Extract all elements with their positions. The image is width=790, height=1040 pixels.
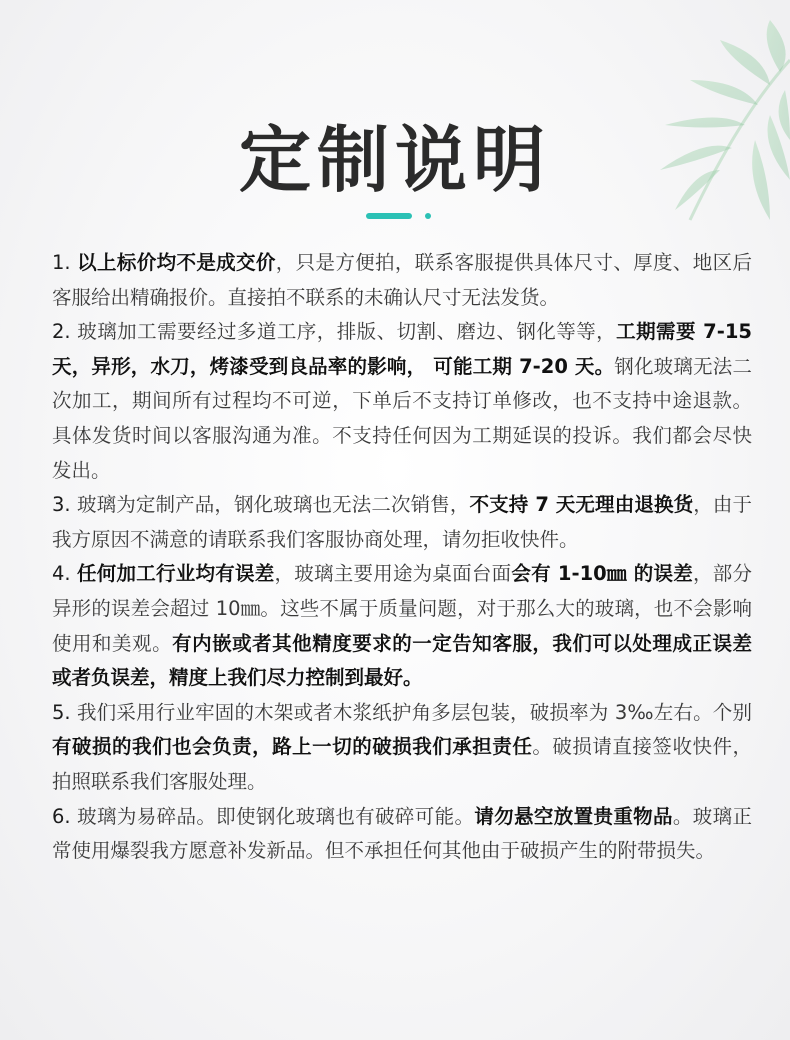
- body-text: 钢化玻璃无法二次加工，期间所有过程均不可逆，下单后不支持订单修改，也不支持中途退款。具体发货时间以客服沟通为准。不支持任何因为工期延误的投诉。我们都会尽快发出。: [52, 354, 752, 482]
- body-text: 玻璃为易碎品。即使钢化玻璃也有破碎可能。: [77, 804, 475, 828]
- paragraph-number: 2.: [52, 320, 78, 344]
- emphasis-text: 任何加工行业均有误差: [77, 562, 275, 586]
- body-text: ，部分异形的误差会超过 10㎜。这些不属于质量问题，对于那么大的玻璃，也不会影响使用和美观。: [52, 562, 752, 655]
- body-text: 玻璃加工需要经过多道工序，排版、切割、磨边、钢化等等，: [77, 320, 617, 344]
- page-title: 定制说明: [238, 118, 551, 202]
- title-accent-dot: [425, 213, 431, 219]
- notice-paragraph: [52, 488, 752, 557]
- notice-content: [52, 246, 752, 869]
- body-text: 玻璃为定制产品，钢化玻璃也无法二次销售，: [76, 493, 470, 517]
- emphasis-text: 有破损的我们也会负责，路上一切的破损我们承担责任: [52, 735, 533, 759]
- body-text: 我们采用行业牢固的木架或者木浆纸护角多层包装，破损率为 3‰左右。个别: [77, 700, 752, 724]
- emphasis-text: 以上标价均不是成交价: [77, 251, 276, 274]
- paragraph-number: 5.: [52, 700, 77, 724]
- title-accent-bar: [366, 213, 412, 219]
- notice-paragraph: [52, 800, 752, 869]
- body-text: ，由于我方原因不满意的请联系我们客服协商处理，请勿拒收快件。: [52, 493, 752, 551]
- body-text: ，玻璃主要用途为桌面台面: [274, 562, 512, 586]
- emphasis-text: 请勿悬空放置贵重物品: [474, 804, 673, 828]
- paragraph-number: 1.: [52, 251, 78, 274]
- notice-paragraph: [52, 315, 752, 488]
- paragraph-number: 4.: [52, 562, 78, 586]
- emphasis-text: 不支持 7 天无理由退换货: [469, 493, 694, 517]
- notice-paragraph: [52, 557, 752, 695]
- notice-paragraph: [52, 246, 752, 315]
- body-text: 。破损请直接签收快件，拍照联系我们客服处理。: [52, 735, 752, 793]
- body-text: 。玻璃正常使用爆裂我方愿意补发新品。但不承担任何其他由于破损产生的附带损失。: [52, 804, 752, 863]
- emphasis-text: 工期需要 7-15 天，异形，水刀，烤漆受到良品率的影响， 可能工期 7-20 天。: [52, 320, 752, 378]
- body-text: ，只是方便拍，联系客服提供具体尺寸、厚度、地区后客服给出精确报价。直接拍不联系的未确认尺寸无法发货。: [52, 251, 752, 309]
- paragraph-number: 3.: [52, 493, 77, 517]
- paragraph-number: 6.: [52, 804, 78, 828]
- emphasis-text: 会有 1-10㎜ 的误差: [511, 562, 693, 586]
- emphasis-text: 有内嵌或者其他精度要求的一定告知客服，我们可以处理成正误差或者负误差，精度上我们尽力控制到最好。: [52, 631, 752, 690]
- notice-paragraph: [52, 696, 752, 800]
